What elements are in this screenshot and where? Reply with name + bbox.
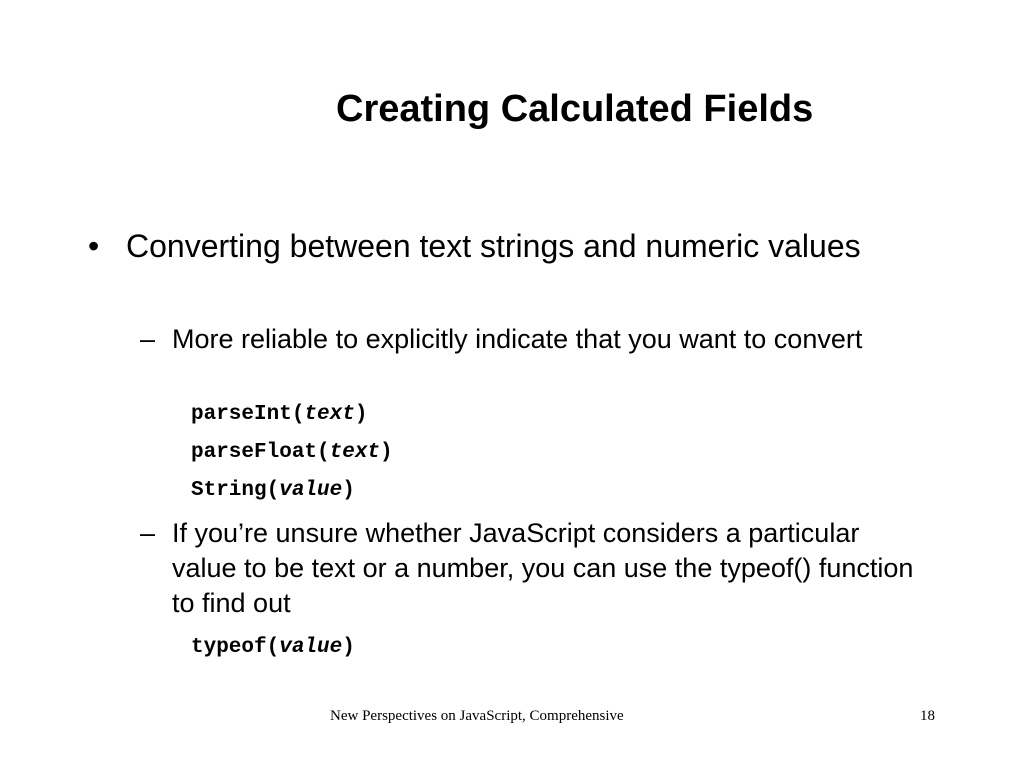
- sub-bullet-explicit-convert: [140, 322, 930, 357]
- code-function: String(: [191, 479, 280, 502]
- code-close-paren: ): [342, 636, 355, 659]
- code-close-paren: ): [342, 479, 355, 502]
- code-close-paren: ): [380, 441, 393, 464]
- bullet-converting: [88, 226, 948, 266]
- code-close-paren: ): [354, 403, 368, 426]
- code-function: parseFloat(: [191, 441, 330, 464]
- sub-bullet-marker: –: [140, 324, 156, 354]
- slide-title: Creating Calculated Fields: [336, 88, 814, 130]
- sub-bullet-text: If you’re unsure whether JavaScript considers a particular value to be text or a number, you can use the typeof() function to find out: [172, 518, 914, 618]
- code-argument: value: [279, 479, 343, 502]
- code-function: parseInt(: [191, 403, 305, 426]
- code-argument: text: [329, 441, 381, 464]
- code-function: typeof(: [191, 636, 280, 659]
- bullet-marker: •: [88, 228, 100, 264]
- code-parseint: [191, 401, 367, 429]
- code-string: [191, 477, 355, 505]
- code-argument: text: [304, 403, 355, 426]
- code-typeof: [191, 634, 355, 662]
- page-number: 18: [920, 708, 935, 724]
- sub-bullet-text: More reliable to explicitly indicate that you want to convert: [172, 324, 863, 354]
- code-argument: value: [279, 636, 343, 659]
- sub-bullet-marker: –: [140, 518, 156, 548]
- bullet-text: Converting between text strings and numeric values: [126, 228, 861, 264]
- code-parsefloat: [191, 439, 393, 467]
- sub-bullet-typeof: [140, 516, 930, 621]
- footer-text: New Perspectives on JavaScript, Comprehensive: [330, 708, 624, 724]
